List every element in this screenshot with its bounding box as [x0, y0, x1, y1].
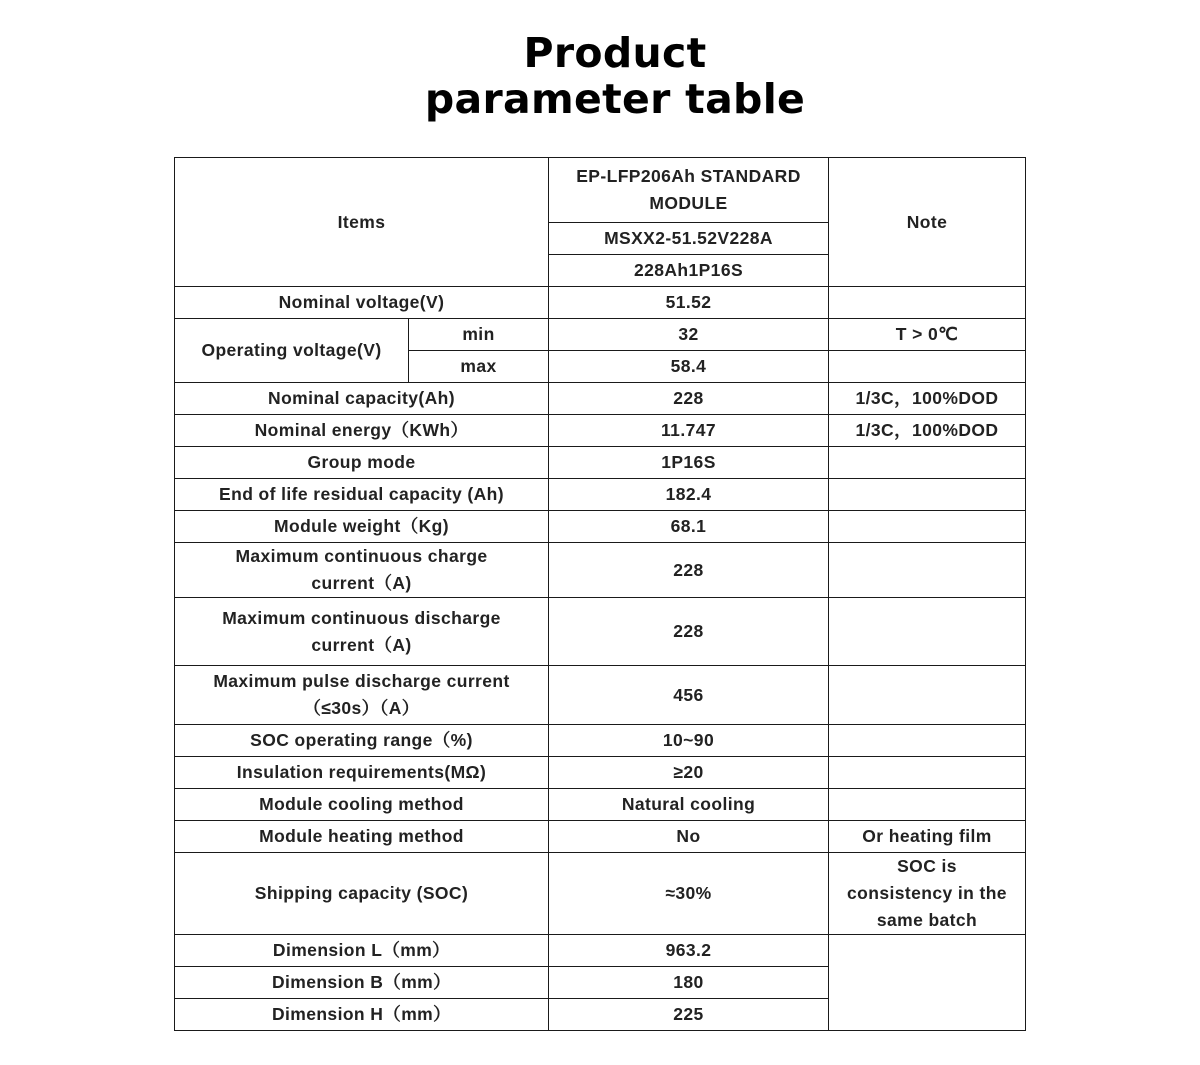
- sub-item-max: max: [409, 351, 549, 383]
- table-row: [175, 543, 1026, 598]
- header-model-line-1: EP-LFP206Ah STANDARD: [576, 166, 801, 186]
- value-cell: 180: [549, 967, 829, 999]
- item-line-2: current（A): [311, 634, 412, 655]
- value-cell: Natural cooling: [549, 789, 829, 821]
- value-cell: No: [549, 821, 829, 853]
- header-items: Items: [175, 158, 549, 287]
- note-cell: [829, 789, 1026, 821]
- item-cell: Operating voltage(V): [175, 319, 409, 383]
- item-line-1: Maximum continuous discharge: [222, 607, 501, 628]
- value-cell: ≥20: [549, 757, 829, 789]
- value-cell: 10~90: [549, 725, 829, 757]
- item-cell: Nominal voltage(V): [175, 287, 549, 319]
- value-cell: 182.4: [549, 479, 829, 511]
- item-cell: Module heating method: [175, 821, 549, 853]
- header-note: Note: [829, 158, 1026, 287]
- title-line-2: parameter table: [424, 75, 806, 123]
- table-row: [175, 789, 1026, 821]
- note-cell: 1/3C，100%DOD: [829, 383, 1026, 415]
- table-row: [175, 415, 1026, 447]
- item-line-1: Maximum pulse discharge current: [213, 671, 510, 691]
- table-row: [175, 511, 1026, 543]
- note-cell: [829, 351, 1026, 383]
- header-model-line-2: MODULE: [649, 193, 728, 213]
- page-title: [0, 30, 1200, 122]
- table-row: [175, 821, 1026, 853]
- note-cell: [829, 725, 1026, 757]
- header-row: [175, 158, 1026, 223]
- value-cell: 32: [549, 319, 829, 351]
- item-cell: Nominal capacity(Ah): [175, 383, 549, 415]
- item-cell: Dimension H（mm）: [175, 999, 549, 1031]
- item-line-1: Maximum continuous charge: [235, 546, 488, 566]
- note-cell: [829, 543, 1026, 598]
- table-row: [175, 935, 1026, 967]
- table-row: [175, 287, 1026, 319]
- note-cell: 1/3C，100%DOD: [829, 415, 1026, 447]
- value-cell: 456: [549, 666, 829, 725]
- value-cell: 225: [549, 999, 829, 1031]
- item-cell: [175, 543, 549, 598]
- note-line-3: same batch: [876, 910, 978, 930]
- value-cell: 228: [549, 383, 829, 415]
- item-cell: Shipping capacity (SOC): [175, 853, 549, 935]
- value-cell: 228: [549, 543, 829, 598]
- item-cell: SOC operating range（%): [175, 725, 549, 757]
- value-cell: 1P16S: [549, 447, 829, 479]
- item-cell: Nominal energy（KWh）: [175, 415, 549, 447]
- item-cell: [175, 598, 549, 666]
- header-config: 228Ah1P16S: [549, 255, 829, 287]
- header-model: [549, 158, 829, 223]
- item-line-2: current（A): [311, 573, 412, 593]
- table-row: [175, 383, 1026, 415]
- table-row: [175, 666, 1026, 725]
- header-model-code: MSXX2-51.52V228A: [549, 223, 829, 255]
- note-cell: [829, 447, 1026, 479]
- note-cell: [829, 287, 1026, 319]
- value-cell: ≈30%: [549, 853, 829, 935]
- table-row: [175, 319, 1026, 351]
- note-cell: Or heating film: [829, 821, 1026, 853]
- parameter-table: [174, 157, 1026, 1031]
- sub-item-min: min: [409, 319, 549, 351]
- item-cell: [175, 666, 549, 725]
- item-cell: Module cooling method: [175, 789, 549, 821]
- table-row: [175, 598, 1026, 666]
- table-row: [175, 725, 1026, 757]
- note-cell: [829, 757, 1026, 789]
- item-cell: Module weight（Kg): [175, 511, 549, 543]
- value-cell: 228: [549, 598, 829, 666]
- title-line-1: Product: [523, 29, 707, 77]
- item-cell: Insulation requirements(MΩ): [175, 757, 549, 789]
- table-row: [175, 447, 1026, 479]
- value-cell: 51.52: [549, 287, 829, 319]
- note-cell: [829, 935, 1026, 1031]
- item-line-2: （≤30s）（A）: [303, 698, 420, 718]
- note-line-2: consistency in the: [847, 883, 1007, 903]
- item-cell: Group mode: [175, 447, 549, 479]
- note-cell: T > 0℃: [829, 319, 1026, 351]
- item-cell: Dimension L（mm）: [175, 935, 549, 967]
- note-cell: [829, 511, 1026, 543]
- table-row: [175, 853, 1026, 935]
- note-cell: [829, 479, 1026, 511]
- note-cell: [829, 666, 1026, 725]
- value-cell: 11.747: [549, 415, 829, 447]
- value-cell: 68.1: [549, 511, 829, 543]
- value-cell: 58.4: [549, 351, 829, 383]
- note-cell: [829, 853, 1026, 935]
- item-cell: Dimension B（mm）: [175, 967, 549, 999]
- table-row: [175, 757, 1026, 789]
- table-row: [175, 479, 1026, 511]
- note-line-1: SOC is: [897, 856, 957, 876]
- value-cell: 963.2: [549, 935, 829, 967]
- note-cell: [829, 598, 1026, 666]
- item-cell: End of life residual capacity (Ah): [175, 479, 549, 511]
